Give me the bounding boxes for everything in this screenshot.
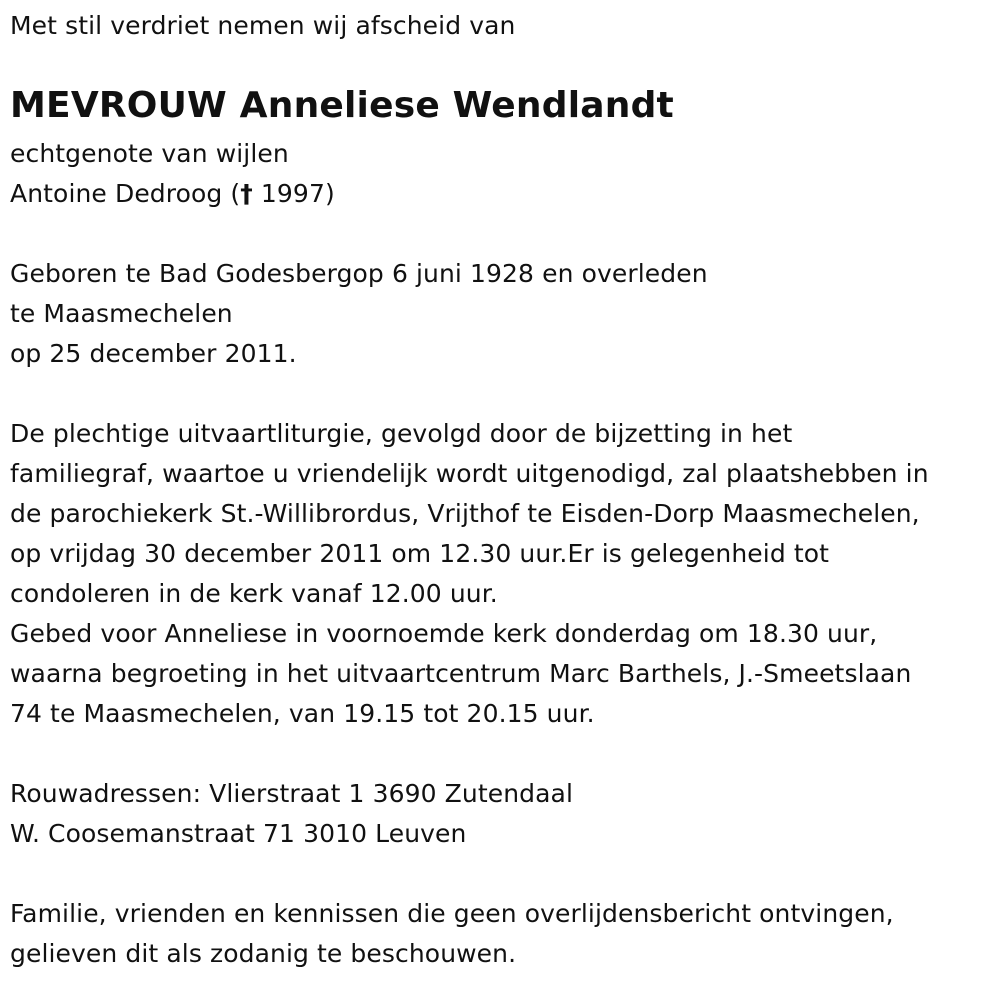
prayer-line-2: waarna begroeting in het uitvaartcentrum Marc Barthels, J.-Smeetslaan xyxy=(10,659,912,688)
address-line-1: Rouwadressen: Vlierstraat 1 3690 Zutendaal xyxy=(10,779,574,808)
funeral-line-4: op vrijdag 30 december 2011 om 12.30 uur.Er is gelegenheid tot xyxy=(10,539,830,568)
intro-line: Met stil verdriet nemen wij afscheid van xyxy=(10,11,516,40)
funeral-block xyxy=(10,414,929,734)
spouse-line-1: echtgenote van wijlen xyxy=(10,139,289,168)
birth-death-block xyxy=(10,254,708,374)
prayer-line-1: Gebed voor Anneliese in voornoemde kerk donderdag om 18.30 uur, xyxy=(10,619,878,648)
spouse-death-year: 1997) xyxy=(252,179,335,208)
birth-line-3: op 25 december 2011. xyxy=(10,339,297,368)
prayer-line-3: 74 te Maasmechelen, van 19.15 tot 20.15 uur. xyxy=(10,699,595,728)
spouse-line-2 xyxy=(10,174,335,214)
funeral-line-2: familiegraf, waartoe u vriendelijk wordt uitgenodigd, zal plaatshebben in xyxy=(10,459,929,488)
deceased-name: MEVROUW Anneliese Wendlandt xyxy=(10,85,674,126)
funeral-line-3: de parochiekerk St.-Willibrordus, Vrijthof te Eisden-Dorp Maasmechelen, xyxy=(10,499,920,528)
spouse-name: Antoine Dedroog ( xyxy=(10,179,241,208)
family-line-1: Familie, vrienden en kennissen die geen overlijdensbericht ontvingen, xyxy=(10,899,894,928)
family-line-2: gelieven dit als zodanig te beschouwen. xyxy=(10,939,517,968)
birth-line-2: te Maasmechelen xyxy=(10,299,233,328)
cross-icon: † xyxy=(240,179,253,208)
family-note-block xyxy=(10,894,894,974)
address-block xyxy=(10,774,573,854)
funeral-line-1: De plechtige uitvaartliturgie, gevolgd door de bijzetting in het xyxy=(10,419,793,448)
address-line-2: W. Coosemanstraat 71 3010 Leuven xyxy=(10,819,467,848)
funeral-line-5: condoleren in de kerk vanaf 12.00 uur. xyxy=(10,579,498,608)
birth-line-1: Geboren te Bad Godesbergop 6 juni 1928 en overleden xyxy=(10,259,708,288)
spouse-block xyxy=(10,134,335,214)
